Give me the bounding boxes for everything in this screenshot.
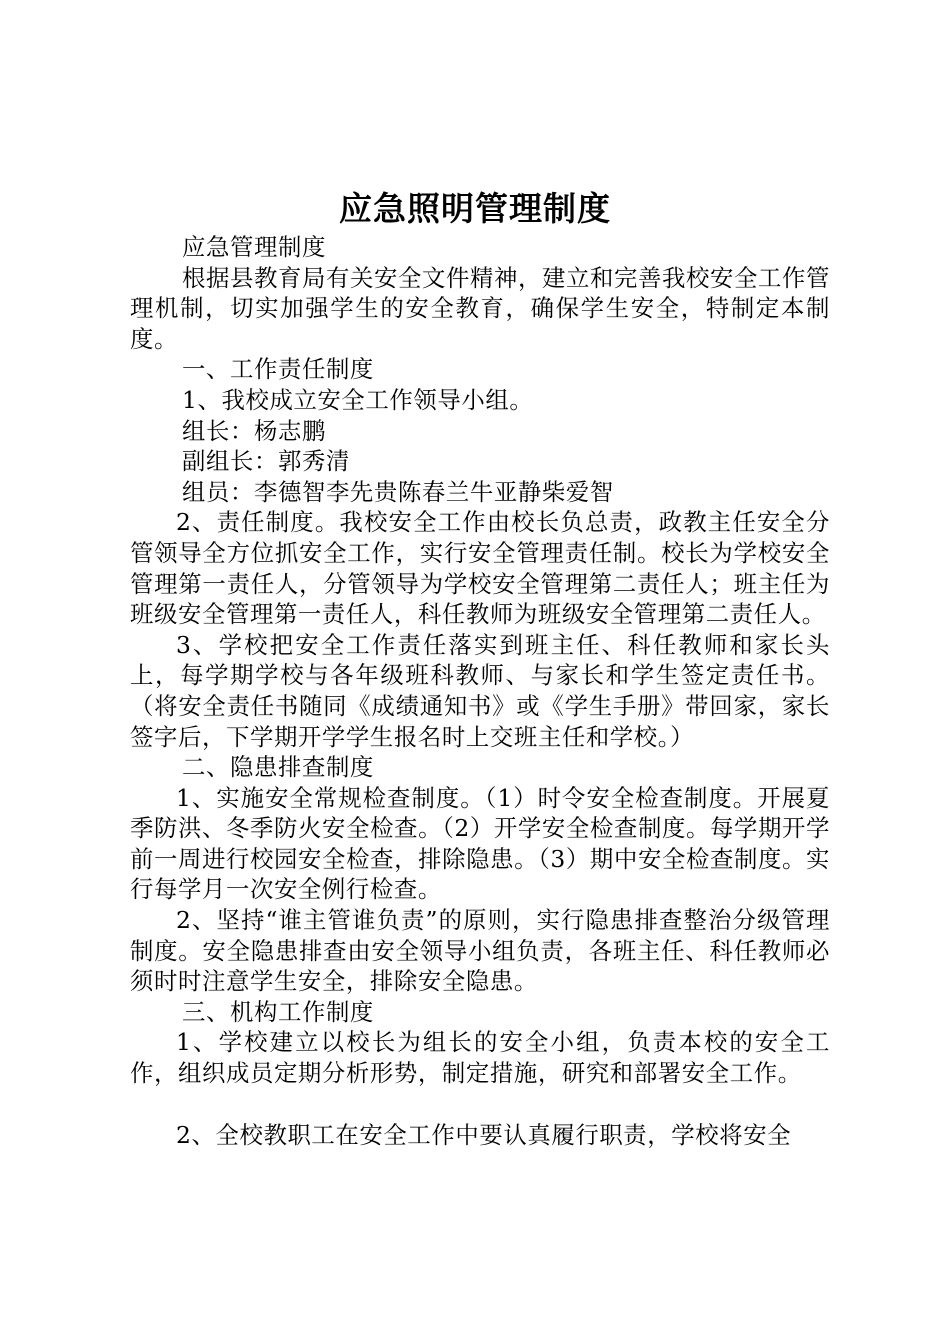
paragraph-deputy-leader: 副组长：郭秀清 (182, 447, 350, 476)
section-heading-3: 三、机构工作制度 (182, 997, 374, 1026)
paragraph-2-2: 2、坚持“谁主管谁负责”的原则，实行隐患排查整治分级管理制度。安全隐患排查由安全领导小组负责，各班主任、科任教师必须时时注意学生安全，排除安全隐患。 (130, 906, 830, 996)
paragraph-3-1: 1、学校建立以校长为组长的安全小组，负责本校的安全工作，组织成员定期分析形势，制定措施，研究和部署安全工作。 (130, 1028, 830, 1088)
paragraph-leader: 组长：杨志鹏 (182, 416, 326, 445)
document-title: 应急照明管理制度 (339, 189, 611, 228)
paragraph-1-2: 2、责任制度。我校安全工作由校长负总责，政教主任安全分管领导全方位抓安全工作，实行安全管理责任制。校长为学校安全管理第一责任人，分管领导为学校安全管理第二责任人；班主任为班级安全管理第一责任人，科任教师为班级安全管理第二责任人。 (130, 508, 830, 629)
paragraph-gap (130, 1089, 830, 1120)
paragraph-1-3: 3、学校把安全工作责任落实到班主任、科任教师和家长头上，每学期学校与各年级班科教师、与家长和学生签定责任书。（将安全责任书随同《成绩通知书》或《学生手册》带回家，家长签字后，下学期开学学生报名时上交班主任和学校。） (130, 630, 830, 751)
section-heading-1: 一、工作责任制度 (182, 355, 374, 384)
paragraph-3-2: 2、全校教职工在安全工作中要认真履行职责，学校将安全 (176, 1120, 792, 1149)
paragraph-2-1: 1、实施安全常规检查制度。（1）时令安全检查制度。开展夏季防洪、冬季防火安全检查。（2）开学安全检查制度。每学期开学前一周进行校园安全检查，排除隐患。（3）期中安全检查制度。实行每学月一次安全例行检查。 (130, 783, 830, 904)
paragraph-1-1: 1、我校成立安全工作领导小组。 (182, 385, 534, 414)
section-heading-2: 二、隐患排查制度 (182, 753, 374, 782)
document-body (130, 232, 830, 1150)
subtitle-paragraph: 应急管理制度 (182, 233, 326, 261)
paragraph-members: 组员：李德智李先贵陈春兰牛亚静柴爱智 (182, 477, 614, 506)
intro-paragraph: 根据县教育局有关安全文件精神，建立和完善我校安全工作管理机制，切实加强学生的安全教育，确保学生安全，特制定本制度。 (130, 263, 830, 353)
